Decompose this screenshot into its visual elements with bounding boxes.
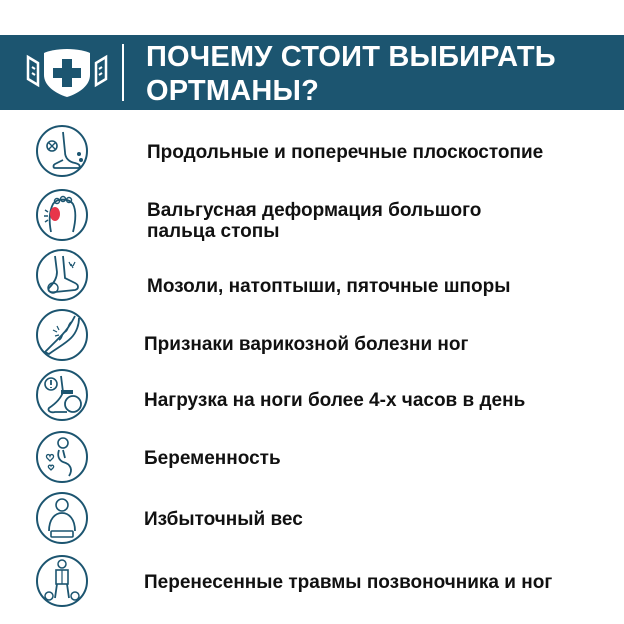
list-item-label: Избыточный вес (144, 509, 303, 530)
list-item-label-line1: Вальгусная деформация большого (147, 200, 482, 221)
list-item-label-line2: пальца стопы (147, 221, 280, 242)
list-item-label (147, 200, 617, 242)
page-title-line2: ОРТМАНЫ? (146, 75, 319, 107)
page-title (146, 40, 616, 108)
list-item-label: Продольные и поперечные плоскостопие (147, 142, 544, 163)
page-title-line1: ПОЧЕМУ СТОИТ ВЫБИРАТЬ (146, 41, 556, 73)
foot-load-icon (35, 368, 89, 422)
shield-cross-icon (24, 43, 110, 101)
list-item-varicose (0, 306, 624, 366)
header-divider (122, 44, 124, 101)
list-item-hallux-valgus (0, 186, 624, 246)
pregnancy-icon (35, 430, 89, 484)
list-item-flat-foot (0, 122, 624, 182)
list-item-label: Беременность (144, 448, 281, 469)
list-item-spine-injury (0, 552, 624, 612)
list-item-foot-load (0, 366, 624, 426)
list-item-pregnancy (0, 428, 624, 488)
list-item-label: Мозоли, натоптыши, пяточные шпоры (147, 276, 511, 297)
list-item-overweight (0, 489, 624, 549)
header-banner (0, 35, 624, 110)
list-item-heel-spur (0, 246, 624, 306)
varicose-leg-icon (35, 308, 89, 362)
list-item-label: Признаки варикозной болезни ног (144, 334, 469, 355)
overweight-icon (35, 491, 89, 545)
list-item-label: Перенесенные травмы позвоночника и ног (144, 572, 553, 593)
heel-spur-icon (35, 248, 89, 302)
list-item-label: Нагрузка на ноги более 4-х часов в день (144, 390, 526, 411)
hallux-valgus-icon (35, 188, 89, 242)
flat-foot-icon (35, 124, 89, 178)
spine-injury-icon (35, 554, 89, 608)
